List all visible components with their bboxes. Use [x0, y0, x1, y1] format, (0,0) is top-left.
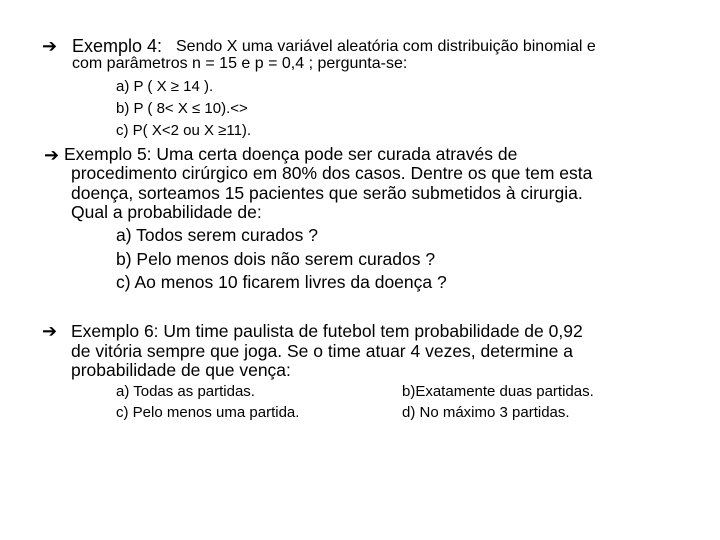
exemplo-4-title: Exemplo 4: — [72, 36, 163, 56]
exemplo-5-line-4: Qual a probabilidade de: — [71, 202, 262, 222]
arrow-right-icon: ➔ — [44, 145, 60, 165]
exemplo-5-item-a: a) Todos serem curados ? — [116, 225, 319, 245]
exemplo-6-line-2: de vitória sempre que joga. Se o time atuar 4 vezes, determine a — [71, 341, 573, 361]
exemplo-4-intro-line-1: Sendo X uma variável aleatória com distribuição binomial e — [176, 38, 596, 55]
exemplo-5-line-1: Exemplo 5: Uma certa doença pode ser curada através de — [64, 144, 518, 164]
exemplo-4-intro-line-2: com parâmetros n = 15 e p = 0,4 ; pergunta-se: — [72, 55, 408, 72]
exemplo-4-item-c: c) P( X<2 ou X ≥11). — [116, 122, 252, 139]
exemplo-5-line-2: procedimento cirúrgico em 80% dos casos. Dentre os que tem esta — [71, 163, 593, 183]
exemplo-4-item-a: a) P ( X ≥ 14 ). — [116, 78, 214, 95]
exemplo-5-item-b: b) Pelo menos dois não serem curados ? — [116, 249, 436, 269]
exemplo-6-item-b: b)Exatamente duas partidas. — [402, 383, 594, 400]
exemplo-4-item-b: b) P ( 8< X ≤ 10).<> — [116, 100, 248, 117]
exemplo-5-line-3: doença, sorteamos 15 pacientes que serão submetidos à cirurgia. — [71, 183, 583, 203]
arrow-right-icon: ➔ — [42, 36, 58, 56]
exemplo-6-line-3: probabilidade de que vença: — [71, 360, 291, 380]
exemplo-6-item-c: c) Pelo menos uma partida. — [116, 404, 300, 421]
exemplo-6-item-a: a) Todas as partidas. — [116, 383, 255, 400]
exemplo-6-item-d: d) No máximo 3 partidas. — [402, 404, 570, 421]
exemplo-5-item-c: c) Ao menos 10 ficarem livres da doença ? — [116, 272, 447, 292]
exemplo-6-line-1: Exemplo 6: Um time paulista de futebol tem probabilidade de 0,92 — [71, 321, 583, 341]
arrow-right-icon: ➔ — [42, 321, 58, 341]
